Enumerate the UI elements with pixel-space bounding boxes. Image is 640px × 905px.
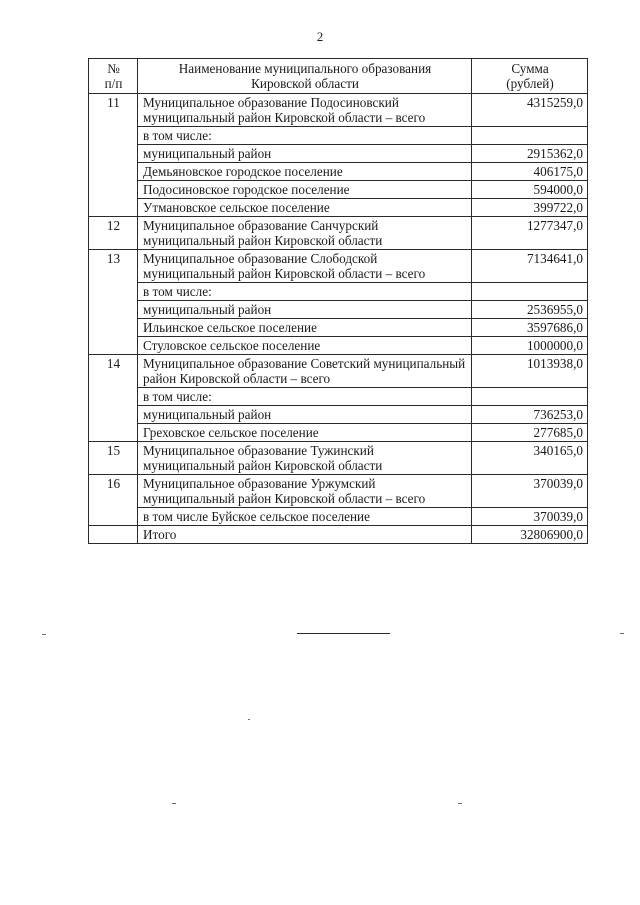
- amount-cell: 277685,0: [472, 424, 588, 442]
- row-number-cell: 12: [89, 217, 138, 250]
- municipality-name-cell: Демьяновское городское поселение: [138, 163, 472, 181]
- budget-table: [88, 58, 588, 544]
- municipality-name-cell: Муниципальное образование Уржумский муниципальный район Кировской области – всего: [138, 475, 472, 508]
- table-row: [89, 283, 588, 301]
- scan-speck: [458, 803, 462, 804]
- municipality-name-cell: Подосиновское городское поселение: [138, 181, 472, 199]
- municipality-name-cell: Муниципальное образование Слободской муниципальный район Кировской области – всего: [138, 250, 472, 283]
- table-row: [89, 388, 588, 406]
- amount-cell: 370039,0: [472, 475, 588, 508]
- municipality-name-cell: Ильинское сельское поселение: [138, 319, 472, 337]
- amount-cell: 1013938,0: [472, 355, 588, 388]
- table-row: [89, 217, 588, 250]
- amount-cell: 1000000,0: [472, 337, 588, 355]
- header-name-text: Наименование муниципального образования Кировской области: [178, 61, 432, 91]
- end-divider-line: [297, 633, 390, 634]
- table-header-row: [89, 59, 588, 94]
- amount-cell: 3597686,0: [472, 319, 588, 337]
- amount-cell: 736253,0: [472, 406, 588, 424]
- amount-cell: 370039,0: [472, 508, 588, 526]
- amount-cell: 399722,0: [472, 199, 588, 217]
- scan-speck: [620, 633, 624, 634]
- scan-speck: [42, 634, 46, 635]
- municipality-name-cell: в том числе:: [138, 388, 472, 406]
- table-row: [89, 508, 588, 526]
- municipality-name-cell: Греховское сельское поселение: [138, 424, 472, 442]
- table-row: [89, 355, 588, 388]
- municipality-name-cell: Муниципальное образование Тужинский муниципальный район Кировской области: [138, 442, 472, 475]
- amount-cell: 2536955,0: [472, 301, 588, 319]
- scan-speck: [248, 719, 250, 720]
- municipality-name-cell: в том числе:: [138, 127, 472, 145]
- table-row: [89, 475, 588, 508]
- municipality-name-cell: муниципальный район: [138, 406, 472, 424]
- amount-cell: [472, 127, 588, 145]
- table-row: [89, 301, 588, 319]
- amount-cell: 4315259,0: [472, 94, 588, 127]
- municipality-name-cell: Муниципальное образование Подосиновский муниципальный район Кировской области – всего: [138, 94, 472, 127]
- total-amount-cell: 32806900,0: [472, 526, 588, 544]
- municipality-name-cell: муниципальный район: [138, 145, 472, 163]
- amount-cell: 340165,0: [472, 442, 588, 475]
- table-row: [89, 442, 588, 475]
- page-number: 2: [316, 29, 324, 44]
- row-number-cell: 14: [89, 355, 138, 442]
- scan-speck: [172, 803, 176, 804]
- table-row: [89, 337, 588, 355]
- amount-cell: 7134641,0: [472, 250, 588, 283]
- amount-cell: 406175,0: [472, 163, 588, 181]
- row-number-cell: 16: [89, 475, 138, 526]
- municipality-name-cell: Муниципальное образование Санчурский муниципальный район Кировской области: [138, 217, 472, 250]
- municipality-name-cell: Муниципальное образование Советский муниципальный район Кировской области – всего: [138, 355, 472, 388]
- row-number-cell: 13: [89, 250, 138, 355]
- header-sum: [472, 59, 588, 94]
- header-num: [89, 59, 138, 94]
- municipality-name-cell: Стуловское сельское поселение: [138, 337, 472, 355]
- table-row: [89, 250, 588, 283]
- table-row: [89, 319, 588, 337]
- header-name: [138, 59, 472, 94]
- amount-cell: [472, 388, 588, 406]
- table-row: [89, 406, 588, 424]
- total-num-cell: [89, 526, 138, 544]
- row-number-cell: 15: [89, 442, 138, 475]
- total-row: [89, 526, 588, 544]
- table-row: [89, 163, 588, 181]
- table-row: [89, 424, 588, 442]
- amount-cell: 594000,0: [472, 181, 588, 199]
- table-row: [89, 145, 588, 163]
- row-number-cell: 11: [89, 94, 138, 217]
- amount-cell: 2915362,0: [472, 145, 588, 163]
- amount-cell: 1277347,0: [472, 217, 588, 250]
- header-sum-text: Сумма (рублей): [506, 61, 554, 91]
- total-label-cell: Итого: [138, 526, 472, 544]
- municipality-name-cell: муниципальный район: [138, 301, 472, 319]
- header-num-text: № п/п: [104, 61, 123, 91]
- table-row: [89, 127, 588, 145]
- table-row: [89, 94, 588, 127]
- municipality-name-cell: в том числе:: [138, 283, 472, 301]
- table-row: [89, 199, 588, 217]
- municipality-name-cell: в том числе Буйское сельское поселение: [138, 508, 472, 526]
- table-body: [89, 94, 588, 544]
- municipality-name-cell: Утмановское сельское поселение: [138, 199, 472, 217]
- table-row: [89, 181, 588, 199]
- amount-cell: [472, 283, 588, 301]
